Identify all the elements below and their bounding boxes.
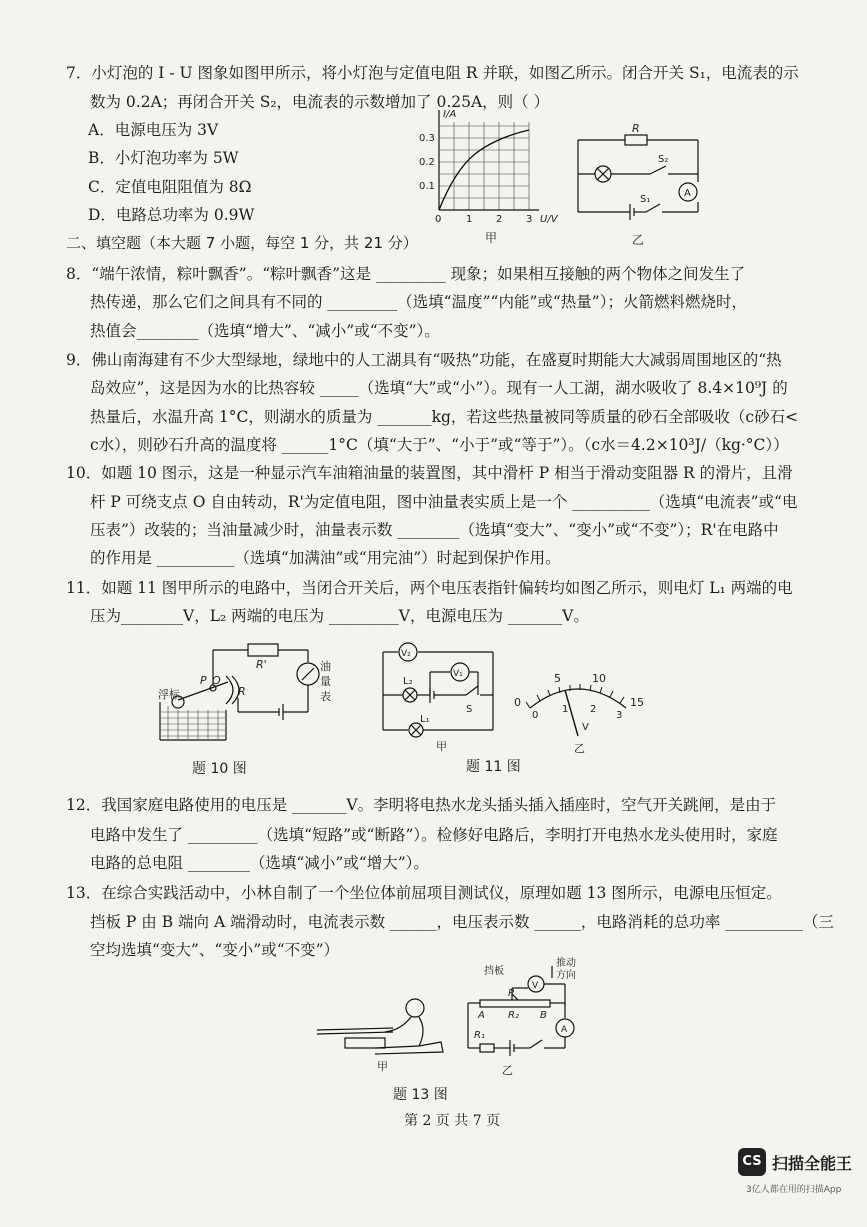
q13-line1: 13．在综合实践活动中，小林自制了一个坐位体前屈项目测试仪，原理如题 13 图所示，电源电压恒定。 bbox=[66, 884, 782, 902]
q7-option-c: C．定值电阻阻值为 8Ω bbox=[88, 178, 252, 196]
circuit-s2-label: S₂ bbox=[658, 154, 669, 165]
dial-bottom-2: 2 bbox=[590, 704, 597, 715]
dial-v-label: V bbox=[582, 722, 589, 733]
ammeter-label: A bbox=[684, 188, 691, 199]
fig13-caption: 题 13 图 bbox=[393, 1087, 448, 1103]
q12-line2: 电路中发生了 _________（选填“短路”或“断路”）。检修好电路后，李明打开电热水龙头使用时，家庭 bbox=[90, 826, 778, 844]
fig10-meter-label-1: 油 bbox=[320, 660, 331, 673]
camscanner-logo-icon: CS bbox=[738, 1148, 766, 1176]
q7-option-d: D．电路总功率为 0.9W bbox=[88, 206, 255, 224]
fig10-oil-gauge bbox=[158, 640, 358, 750]
fig11-l2-label: L₂ bbox=[403, 676, 413, 687]
fig11-v1-label: V₁ bbox=[453, 669, 463, 679]
ytick-02: 0.2 bbox=[419, 157, 435, 168]
fig11-jia: 甲 bbox=[436, 740, 447, 753]
fig13-b-label: B bbox=[540, 1010, 547, 1021]
fig10-p-label: P bbox=[200, 674, 207, 687]
fig13-yi: 乙 bbox=[502, 1064, 513, 1077]
fig13-a-label: A bbox=[478, 1010, 485, 1021]
q8-line2: 热传递，那么它们之间具有不同的 _________（选填“温度”“内能”或“热量”）；火箭燃料燃烧时， bbox=[90, 293, 747, 311]
fig13-push-label-1: 推动 bbox=[556, 958, 576, 969]
q9-line4: c水），则砂石升高的温度将 ______1°C（填“大于”、“小于”或“等于”）。（c水＝4.2×10³J/（kg·°C）） bbox=[90, 436, 789, 454]
fig10-caption: 题 10 图 bbox=[192, 761, 247, 777]
dial-top-5: 5 bbox=[554, 672, 561, 685]
fig13-push-label-2: 方向 bbox=[556, 970, 576, 981]
fig11-v2-label: V₂ bbox=[401, 649, 411, 659]
fig10-r-label: R bbox=[238, 685, 246, 698]
fig10-float-label: 浮标 bbox=[158, 688, 180, 701]
dial-left-0: 0 bbox=[514, 696, 521, 709]
fig11-voltmeter-dial bbox=[510, 660, 650, 760]
ytick-01: 0.1 bbox=[419, 181, 435, 192]
q12-line3: 电路的总电阻 ________（选填“减小”或“增大”）。 bbox=[90, 854, 429, 872]
q10-line2: 杆 P 可绕支点 O 自由转动，R'为定值电阻，图中油量表实质上是一个 __________（选填“电流表”或“电 bbox=[90, 493, 798, 511]
q9-line3: 热量后，水温升高 1°C，则湖水的质量为 _______kg，若这些热量被同等质量的砂石全部吸收（c砂石< bbox=[90, 408, 799, 426]
circuit-caption: 乙 bbox=[632, 233, 645, 247]
fig13-p-label: P bbox=[508, 988, 515, 999]
fig11-caption: 题 11 图 bbox=[466, 759, 521, 775]
dial-bottom-1: 1 bbox=[562, 704, 569, 715]
q13-line2: 挡板 P 由 B 端向 A 端滑动时，电流表示数 ______，电压表示数 ______，电路消耗的总功率 __________（三 bbox=[90, 913, 834, 931]
dial-top-10: 10 bbox=[592, 672, 606, 685]
xtick-2: 2 bbox=[496, 214, 503, 225]
q11-line1: 11．如题 11 图甲所示的电路中，当闭合开关后，两个电压表指针偏转均如图乙所示，则电灯 L₁ 两端的电 bbox=[66, 579, 793, 597]
q12-line1: 12．我国家庭电路使用的电压是 _______V。李明将电热水龙头插头插入插座时，空气开关跳闸，是由于 bbox=[66, 796, 777, 814]
section-heading: 二、填空题（本大题 7 小题，每空 1 分，共 21 分） bbox=[66, 234, 418, 252]
fig11-s-label: S bbox=[466, 704, 473, 715]
ytick-03: 0.3 bbox=[419, 133, 435, 144]
fig13-person-illustration bbox=[315, 990, 455, 1073]
circuit-s1-label: S₁ bbox=[640, 194, 651, 205]
fig13-circuit bbox=[460, 958, 600, 1078]
q7-option-a: A．电源电压为 3V bbox=[88, 121, 219, 139]
fig13-jia: 甲 bbox=[377, 1060, 388, 1073]
q7-line1: 7．小灯泡的 I - U 图象如图甲所示，将小灯泡与定值电阻 R 并联，如图乙所示。闭合开关 S₁，电流表的示 bbox=[66, 64, 799, 82]
fig10-o-label: O bbox=[212, 674, 221, 687]
graph-caption: 甲 bbox=[485, 231, 498, 245]
q10-line4: 的作用是 __________（选填“加满油”或“用完油”）时起到保护作用。 bbox=[90, 549, 561, 567]
fig10-meter-label-2: 量 bbox=[320, 675, 331, 688]
graph-ylabel: I/A bbox=[443, 109, 457, 120]
fig13-r1-label: R₁ bbox=[474, 1030, 485, 1041]
fig11-circuit bbox=[378, 640, 503, 755]
xtick-0: 0 bbox=[435, 214, 442, 225]
fig13-v-label: V bbox=[532, 981, 539, 991]
q13-line3: 空均选填“变大”、“变小”或“不变”） bbox=[90, 941, 340, 959]
camscanner-name: 扫描全能王 bbox=[772, 1154, 853, 1173]
graph-xlabel: U/V bbox=[540, 214, 558, 225]
fig13-a-meter-label: A bbox=[561, 1025, 568, 1035]
q10-line3: 压表”）改装的；当油量减少时，油量表示数 ________（选填“变大”、“变小”或“不变”）；R'在电路中 bbox=[90, 521, 779, 539]
fig11-l1-label: L₁ bbox=[420, 714, 430, 725]
fig13-r2-label: R₂ bbox=[508, 1010, 519, 1021]
fig10-rprime-label: R' bbox=[256, 658, 267, 671]
xtick-3: 3 bbox=[526, 214, 533, 225]
xtick-1: 1 bbox=[466, 214, 473, 225]
q7-circuit bbox=[570, 122, 720, 247]
page-footer: 第 2 页 共 7 页 bbox=[404, 1113, 501, 1129]
dial-bottom-3: 3 bbox=[616, 710, 623, 721]
iu-graph bbox=[415, 108, 565, 248]
q8-line1: 8．“端午浓情，粽叶飘香”。“粽叶飘香”这是 _________ 现象；如果相互接触的两个物体之间发生了 bbox=[66, 265, 746, 283]
dial-right-15: 15 bbox=[630, 696, 644, 709]
fig10-meter-label-3: 表 bbox=[320, 690, 331, 703]
q7-line2: 数为 0.2A；再闭合开关 S₂，电流表的示数增加了 0.25A，则（ ） bbox=[90, 93, 550, 111]
q11-line2: 压为________V，L₂ 两端的电压为 _________V，电源电压为 _______V。 bbox=[90, 607, 589, 625]
circuit-r-label: R bbox=[632, 122, 640, 135]
q10-line1: 10．如题 10 图示，这是一种显示汽车油箱油量的装置图，其中滑杆 P 相当于滑动变阻器 R 的滑片，且滑 bbox=[66, 464, 793, 482]
fig13-baffle-label: 挡板 bbox=[484, 966, 504, 977]
q8-line3: 热值会________（选填“增大”、“减小”或“不变”）。 bbox=[90, 322, 440, 340]
q7-option-b: B．小灯泡功率为 5W bbox=[88, 149, 239, 167]
fig11-yi: 乙 bbox=[574, 742, 585, 755]
camscanner-tagline: 3亿人都在用的扫描App bbox=[746, 1185, 842, 1195]
q9-line2: 岛效应”，这是因为水的比热容较 _____（选填“大”或“小”）。现有一人工湖，湖水吸收了 8.4×10⁹J 的 bbox=[90, 379, 788, 397]
q9-line1: 9．佛山南海建有不少大型绿地，绿地中的人工湖具有“吸热”功能，在盛夏时期能大大减弱周围地区的“热 bbox=[66, 351, 782, 369]
dial-bottom-0: 0 bbox=[532, 710, 539, 721]
